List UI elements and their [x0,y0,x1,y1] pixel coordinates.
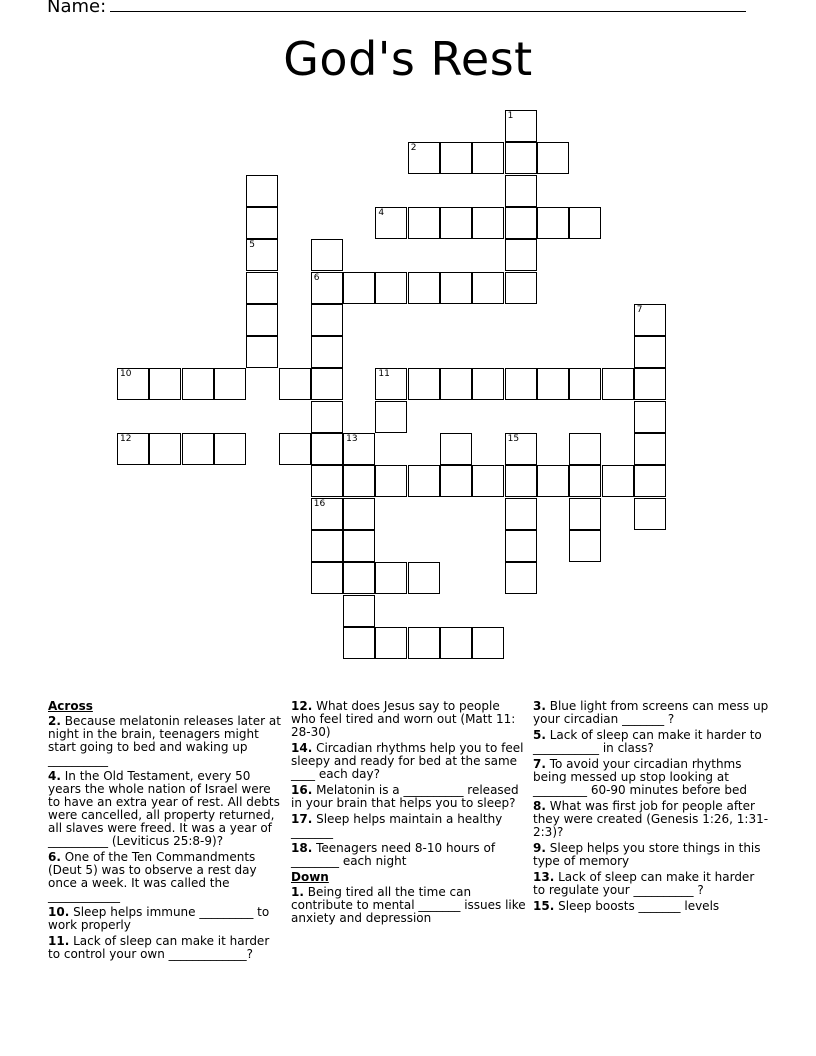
clue [48,715,284,767]
clue-number-label: 10. [48,905,70,919]
grid-cell[interactable] [537,465,569,497]
grid-cell[interactable] [343,562,375,594]
grid-cell[interactable] [440,433,472,465]
grid-cell[interactable] [569,530,601,562]
grid-cell[interactable] [343,465,375,497]
grid-cell[interactable] [246,207,278,239]
grid-cell[interactable] [311,562,343,594]
clue [291,700,527,739]
grid-cell[interactable] [634,304,666,336]
grid-cell[interactable] [505,272,537,304]
clue-text: Sleep boosts _______ levels [554,899,720,913]
grid-cell[interactable] [117,368,149,400]
clue-number-label: 7. [533,757,546,771]
grid-cell[interactable] [311,239,343,271]
grid-cell[interactable] [375,207,407,239]
clue-text: One of the Ten Commandments (Deut 5) was to observe a rest day once a week. It was called the ____________ [48,850,257,903]
grid-cell[interactable] [408,627,440,659]
clue-text: Teenagers need 8-10 hours of ________ each night [291,841,496,868]
clue-number-label: 15. [533,899,555,913]
grid-cell[interactable] [279,433,311,465]
grid-cell[interactable] [569,433,601,465]
clue-number-label: 8. [533,799,546,813]
grid-cell[interactable] [505,465,537,497]
clues-column-3 [533,700,769,916]
clue-text: What was first job for people after they were created (Genesis 1:26, 1:31-2:3)? [533,799,769,839]
grid-cell[interactable] [505,175,537,207]
clue-text: Lack of sleep can make it harder to ___________ in class? [533,728,762,755]
across-heading: Across [48,699,93,713]
clue-number: 2 [410,143,417,154]
grid-cell[interactable] [408,272,440,304]
grid-cell[interactable] [408,465,440,497]
grid-cell[interactable] [343,498,375,530]
grid-cell[interactable] [311,272,343,304]
clue-number: 11 [378,369,390,380]
grid-cell[interactable] [537,207,569,239]
clue-number-label: 11. [48,934,70,948]
grid-cell[interactable] [343,530,375,562]
clue [533,842,769,868]
grid-cell[interactable] [246,336,278,368]
grid-cell[interactable] [375,627,407,659]
clue [533,758,769,797]
clue-text: Sleep helps maintain a healthy _______ [291,812,503,839]
clues-column-2 [291,700,527,928]
grid-cell[interactable] [472,207,504,239]
clue-number-label: 14. [291,741,313,755]
grid-cell[interactable] [375,401,407,433]
clue [48,906,284,932]
clue [291,842,527,868]
grid-cell[interactable] [537,368,569,400]
grid-cell[interactable] [602,368,634,400]
grid-cell[interactable] [182,368,214,400]
grid-cell[interactable] [634,368,666,400]
grid-cell[interactable] [182,433,214,465]
clue-text: Lack of sleep can make it harder to regulate your __________ ? [533,870,755,897]
clue-number-label: 6. [48,850,61,864]
grid-cell[interactable] [279,368,311,400]
clue-number-label: 13. [533,870,555,884]
grid-cell[interactable] [472,627,504,659]
grid-cell[interactable] [375,272,407,304]
grid-cell[interactable] [408,142,440,174]
grid-cell[interactable] [408,207,440,239]
clue-number: 13 [346,434,358,444]
clue [291,813,527,839]
clue-number-label: 17. [291,812,313,826]
grid-cell[interactable] [149,368,181,400]
grid-cell[interactable] [311,433,343,465]
grid-cell[interactable] [472,142,504,174]
clue [533,900,769,913]
down-clues-list-continued [533,700,769,913]
grid-cell[interactable] [505,239,537,271]
clue-number-label: 3. [533,699,546,713]
clue-number-label: 5. [533,728,546,742]
grid-cell[interactable] [505,562,537,594]
clue-number-label: 9. [533,841,546,855]
grid-cell[interactable] [149,433,181,465]
clue [291,784,527,810]
grid-cell[interactable] [246,239,278,271]
clue [533,800,769,839]
down-clues-list [291,886,527,925]
clue-number: 12 [120,434,132,444]
clue-text: Blue light from screens can mess up your circadian _______ ? [533,699,769,726]
clue-text: What does Jesus say to people who feel tired and worn out (Matt 11: 28-30) [291,699,516,739]
grid-cell[interactable] [343,627,375,659]
clue-number-label: 18. [291,841,313,855]
across-clues-list [48,715,284,961]
clue-number: 16 [313,498,326,509]
grid-cell[interactable] [569,207,601,239]
clue-number-label: 12. [291,699,313,713]
clue-number: 5 [249,240,255,251]
clue-text: Being tired all the time can contribute to mental _______ issues like anxiety and depression [291,885,526,925]
clue [291,742,527,781]
grid-cell[interactable] [375,562,407,594]
across-clues-list-continued [291,700,527,868]
clue [533,729,769,755]
down-heading: Down [291,870,329,884]
grid-cell[interactable] [602,465,634,497]
grid-cell[interactable] [634,336,666,368]
grid-cell[interactable] [440,627,472,659]
grid-cell[interactable] [472,368,504,400]
grid-cell[interactable] [343,595,375,627]
page-title: God's Rest [283,32,533,86]
grid-cell[interactable] [311,304,343,336]
name-label: Name: [47,0,107,17]
grid-cell[interactable] [311,465,343,497]
clue-number: 6 [313,272,320,283]
grid-cell[interactable] [246,175,278,207]
clues-column-1 [48,700,284,964]
grid-cell[interactable] [343,272,375,304]
grid-cell[interactable] [472,272,504,304]
grid-cell[interactable] [246,272,278,304]
grid-cell[interactable] [408,562,440,594]
clue [533,700,769,726]
grid-cell[interactable] [505,433,537,465]
grid-cell[interactable] [214,368,246,400]
grid-cell[interactable] [505,530,537,562]
clue [48,770,284,848]
clue-number-label: 4. [48,769,61,783]
grid-cell[interactable] [569,498,601,530]
grid-cell[interactable] [505,142,537,174]
grid-cell[interactable] [634,498,666,530]
grid-cell[interactable] [375,465,407,497]
grid-cell[interactable] [472,465,504,497]
grid-cell[interactable] [569,368,601,400]
grid-cell[interactable] [505,368,537,400]
grid-cell[interactable] [505,207,537,239]
grid-cell[interactable] [311,530,343,562]
clue [48,851,284,903]
clue [291,886,527,925]
grid-cell[interactable] [634,433,666,465]
grid-cell[interactable] [246,304,278,336]
grid-cell[interactable] [634,401,666,433]
clue-text: To avoid your circadian rhythms being messed up stop looking at _________ 60-90 minutes before bed [533,757,747,797]
grid-cell[interactable] [311,401,343,433]
clue-text: Because melatonin releases later at night in the brain, teenagers might start going to bed and waking up __________ [48,714,281,767]
clue-number: 4 [378,207,385,218]
clue-text: Circadian rhythms help you to feel sleepy and ready for bed at the same ____ each day? [291,741,524,781]
grid-cell[interactable] [343,433,375,465]
clue [533,871,769,897]
grid-cell[interactable] [440,465,472,497]
clue-number-label: 2. [48,714,61,728]
grid-cell[interactable] [537,142,569,174]
grid-cell[interactable] [569,465,601,497]
clue-text: Melatonin is a __________ released in your brain that helps you to sleep? [291,783,519,810]
grid-cell[interactable] [375,368,407,400]
clue-number-label: 1. [291,885,304,899]
clue-number: 1 [507,111,514,121]
grid-cell[interactable] [634,465,666,497]
clue-text: Lack of sleep can make it harder to control your own _____________? [48,934,270,961]
grid-cell[interactable] [408,368,440,400]
grid-cell[interactable] [311,498,343,530]
grid-cell[interactable] [214,433,246,465]
clue-number: 7 [636,304,643,315]
clue-number: 15 [507,434,520,444]
grid-cell[interactable] [440,207,472,239]
grid-cell[interactable] [505,110,537,142]
clue-number-label: 16. [291,783,313,797]
grid-cell[interactable] [505,498,537,530]
grid-cell[interactable] [311,368,343,400]
grid-cell[interactable] [440,368,472,400]
grid-cell[interactable] [311,336,343,368]
grid-cell[interactable] [117,433,149,465]
clue-text: Sleep helps immune _________ to work properly [48,905,270,932]
clue-number: 10 [120,369,132,380]
grid-cell[interactable] [440,142,472,174]
clue-text: Sleep helps you store things in this type of memory [533,841,761,868]
grid-cell[interactable] [440,272,472,304]
clue-text: In the Old Testament, every 50 years the whole nation of Israel were to have an extra year of rest. All debts were cancelled, all property returned, all slaves were freed. It was a year of __________ (Leviticus 25:8-9)? [48,769,280,848]
clue [48,935,284,961]
